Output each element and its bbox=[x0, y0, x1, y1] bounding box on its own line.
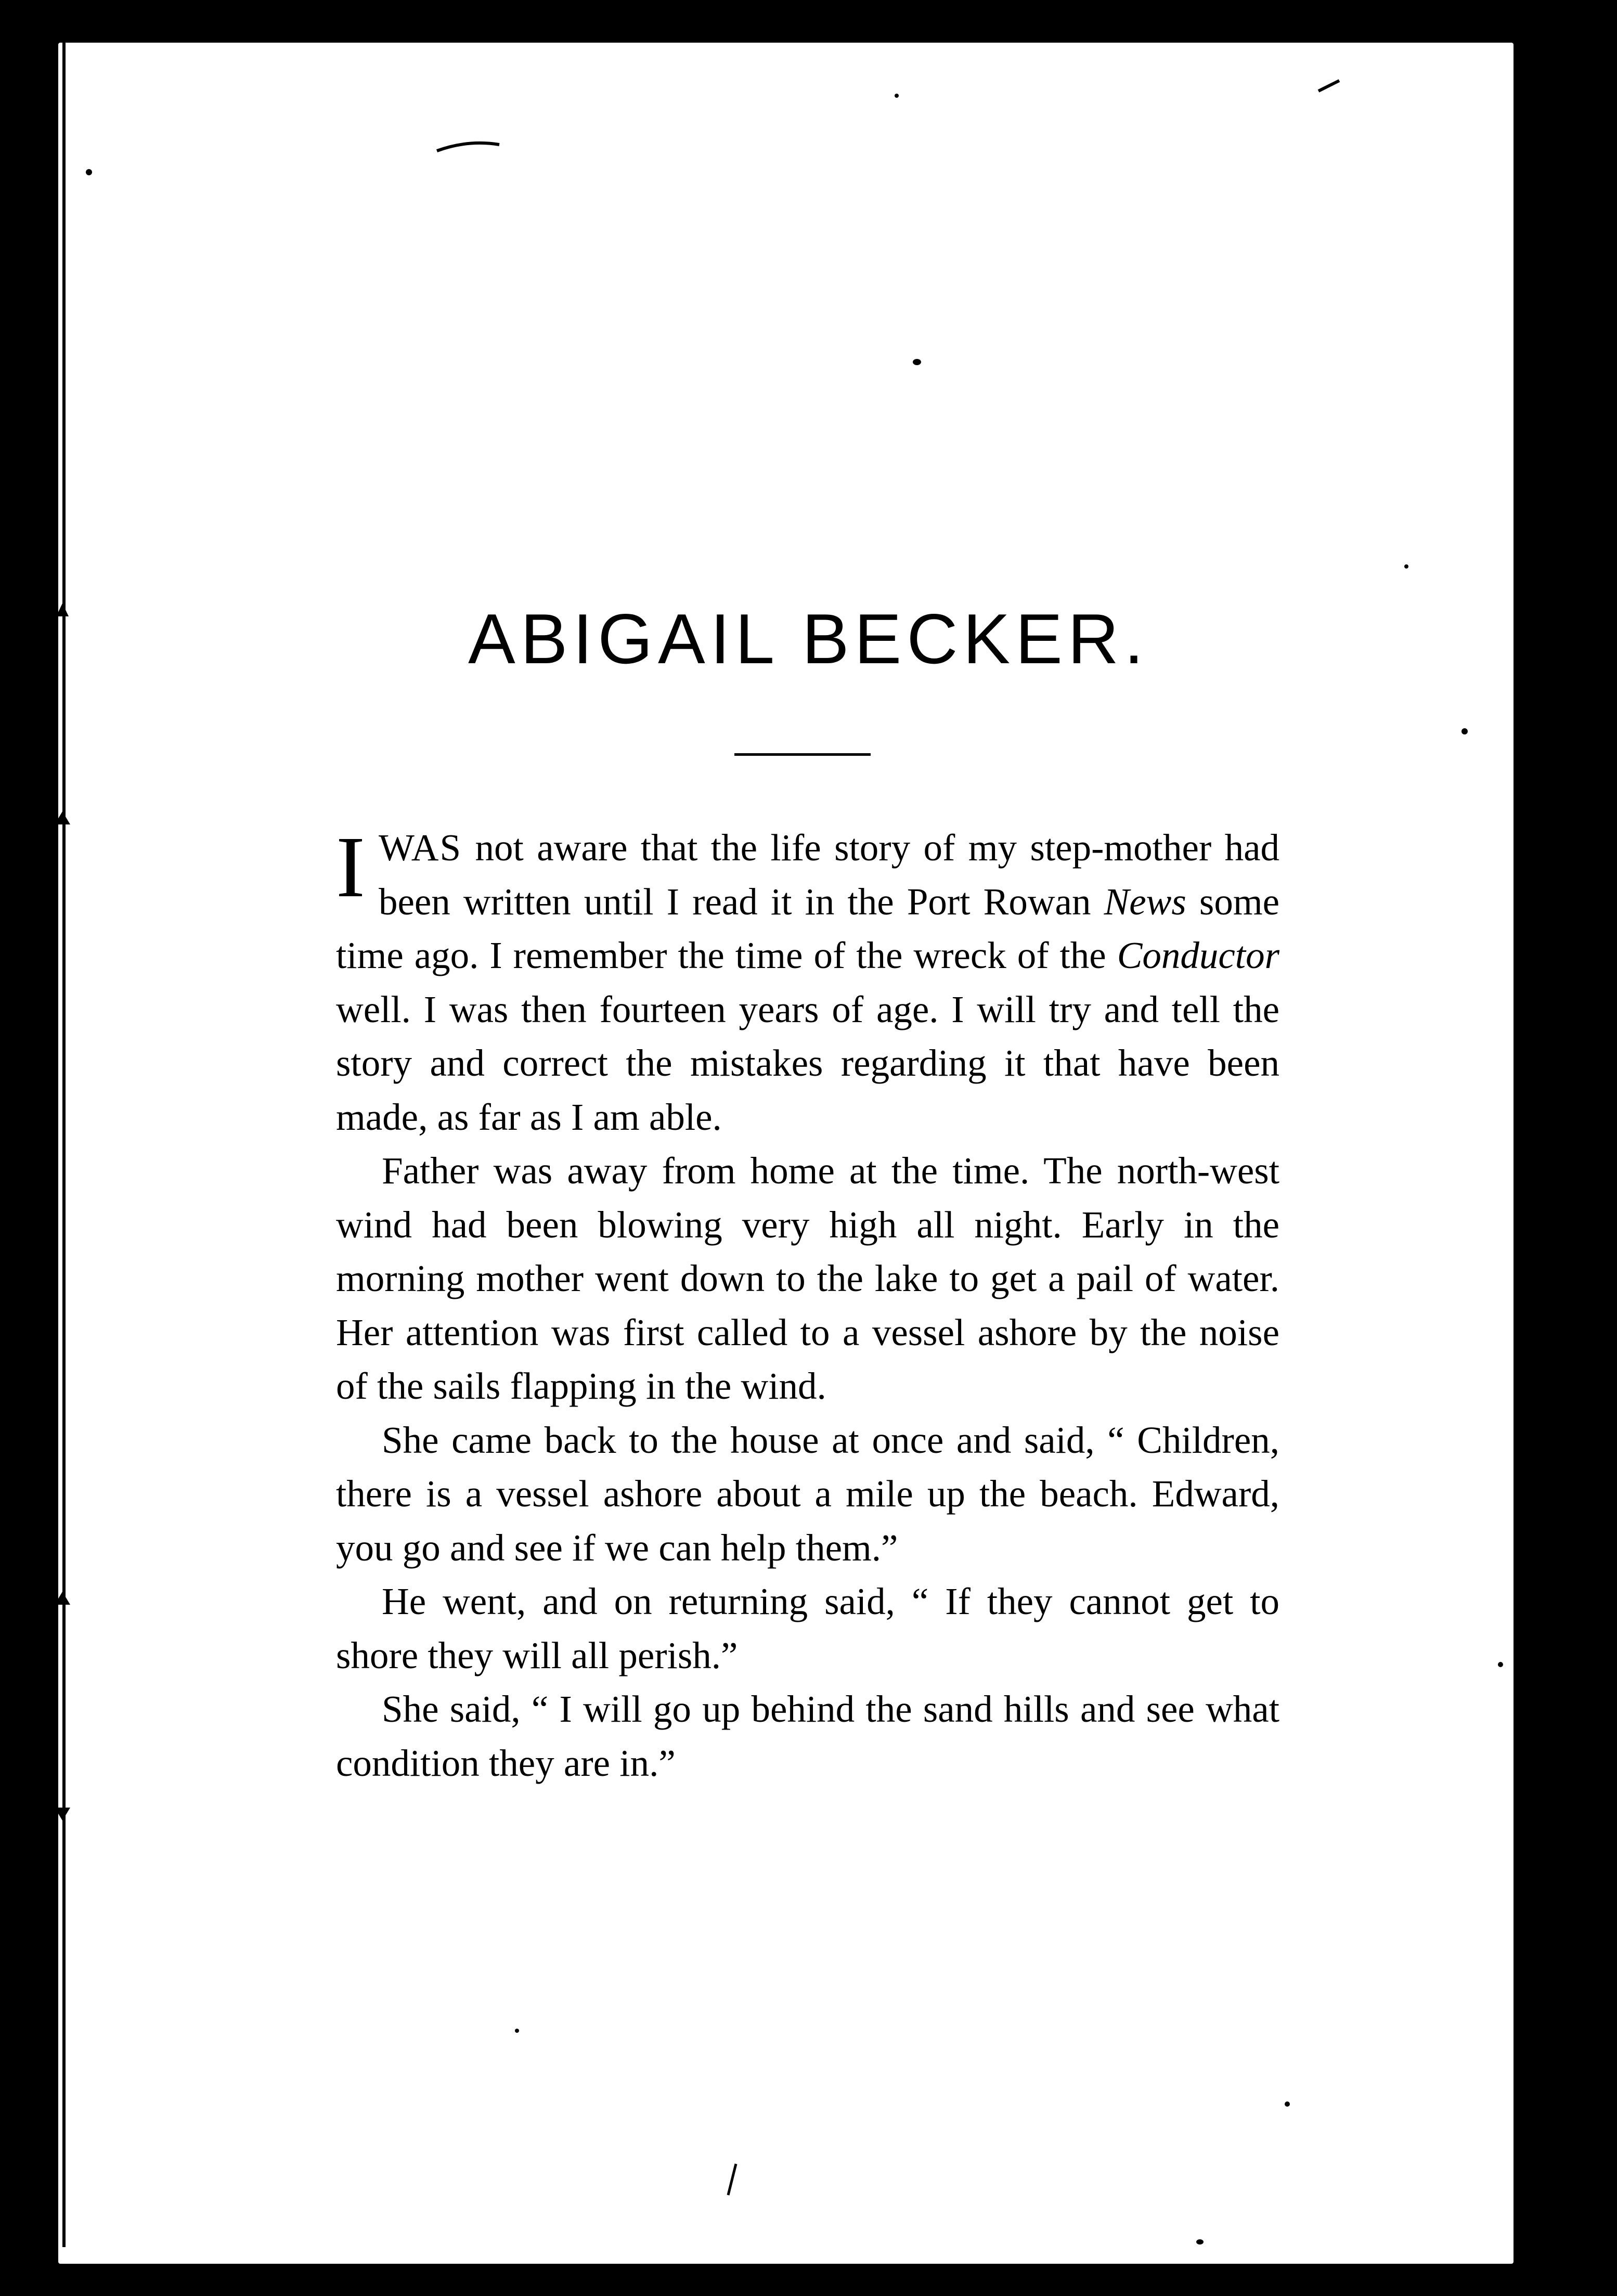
paragraph-edward-returns: He went, and on returning said, “ If they cannot get to shore they will all perish.” bbox=[336, 1580, 1279, 1676]
drop-cap: I bbox=[336, 819, 365, 915]
paragraph-sand-hills: She said, “ I will go up behind the sand hills and see what condition they are in.” bbox=[336, 1688, 1279, 1784]
binding-mark bbox=[55, 1592, 70, 1605]
opening-word: WAS bbox=[378, 827, 462, 869]
pen-mark bbox=[728, 2164, 736, 2195]
page-title: ABIGAIL BECKER. bbox=[468, 599, 1149, 678]
ship-name: Conductor bbox=[1117, 934, 1279, 976]
opening-text-2: some time ago. I remember the time of the wreck of the bbox=[336, 880, 1279, 976]
pen-mark bbox=[21, 2205, 49, 2237]
pen-mark bbox=[1318, 81, 1339, 91]
binding-mark bbox=[55, 1808, 70, 1821]
binding-mark bbox=[55, 811, 70, 824]
opening-text-1: not aware that the life story of my step-mother had been written until I read it in the Port Rowan bbox=[378, 827, 1279, 923]
newspaper-name: News bbox=[1104, 880, 1186, 923]
pen-mark bbox=[437, 143, 499, 151]
paragraph-mother-speaks: She came back to the house at once and said, “ Children, there is a vessel ashore about a mile up the beach. Edward, you go and see if we can help them.” bbox=[336, 1418, 1279, 1569]
opening-text-3: well. I was then fourteen years of age. I will try and tell the story and correct the mistakes regarding it that have been made, as far as I am able. bbox=[336, 988, 1279, 1138]
binding-mark bbox=[56, 603, 69, 616]
paragraph-father-away: Father was away from home at the time. The north-west wind had been blowing very high all night. Early in the morning mother went down to the lake to get a pail of water. Her attention was first called to a vessel ashore by the noise of the sails flapping in the wind. bbox=[336, 1150, 1279, 1407]
